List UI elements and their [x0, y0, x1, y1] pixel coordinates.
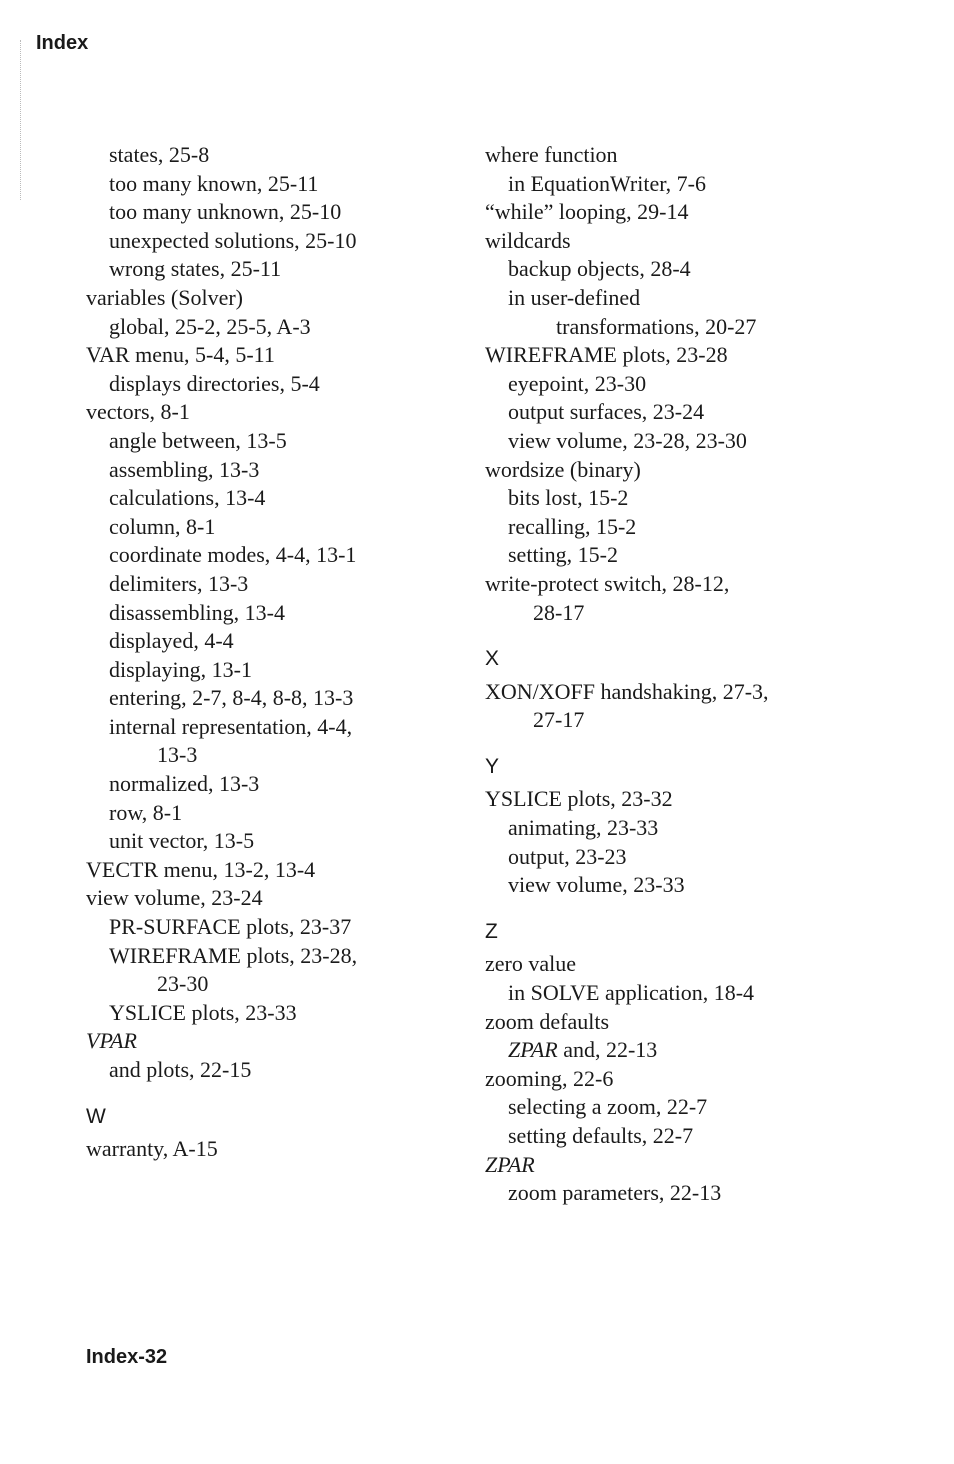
index-subentry: WIREFRAME plots, 23-28, — [109, 942, 358, 968]
index-entry: wildcards — [485, 227, 571, 253]
index-subentry: internal representation, 4-4, — [109, 713, 353, 739]
index-entry: VECTR menu, 13-2, 13-4 — [86, 856, 316, 882]
index-subentry: 13-3 — [157, 742, 198, 768]
index-entry: write-protect switch, 28-12, — [485, 570, 730, 596]
index-subentry: column, 8-1 — [109, 513, 216, 539]
index-subentry: unexpected solutions, 25-10 — [109, 227, 357, 253]
index-entry: zero value — [485, 951, 576, 977]
index-subentry: 23-30 — [157, 971, 209, 997]
index-subentry: in user-defined — [508, 284, 641, 310]
index-subentry: too many known, 25-11 — [109, 170, 319, 196]
index-entry: warranty, A-15 — [86, 1136, 218, 1162]
page-number: Index-32 — [86, 1346, 168, 1368]
index-subentry: in SOLVE application, 18-4 — [508, 980, 755, 1006]
index-subentry: displaying, 13-1 — [109, 656, 252, 682]
index-entry: VAR menu, 5-4, 5-11 — [86, 342, 275, 368]
index-entry: wordsize (binary) — [485, 456, 641, 482]
index-subentry: normalized, 13-3 — [109, 771, 260, 797]
section-letter-z: Z — [485, 919, 498, 943]
page-edge-mark — [20, 40, 22, 200]
index-subentry: 28-17 — [533, 599, 585, 625]
index-entry: VPAR — [86, 1028, 137, 1054]
index-subentry: delimiters, 13-3 — [109, 570, 249, 596]
index-subentry: view volume, 23-33 — [508, 872, 685, 898]
index-subentry: setting defaults, 22-7 — [508, 1123, 694, 1148]
index-subentry: transformations, 20-27 — [556, 313, 757, 339]
index-entry: view volume, 23-24 — [86, 885, 263, 911]
index-entry: zoom defaults — [485, 1008, 610, 1034]
index-subentry: coordinate modes, 4-4, 13-1 — [109, 542, 357, 568]
index-subentry: wrong states, 25-11 — [109, 256, 282, 282]
index-column-right — [485, 141, 865, 1208]
index-subentry: unit vector, 13-5 — [109, 828, 255, 854]
index-subentry: states, 25-8 — [109, 142, 210, 167]
index-subentry: disassembling, 13-4 — [109, 599, 285, 625]
page-header: Index — [36, 32, 89, 54]
index-column-left — [86, 141, 426, 1164]
index-entry: XON/XOFF handshaking, 27-3, — [485, 678, 769, 704]
index-entry: variables (Solver) — [86, 284, 243, 310]
index-entry: ZPAR — [485, 1151, 535, 1177]
index-subentry: eyepoint, 23-30 — [508, 370, 647, 396]
index-subentry: entering, 2-7, 8-4, 8-8, 13-3 — [109, 685, 354, 711]
index-subentry: bits lost, 15-2 — [508, 485, 629, 511]
index-subentry: displayed, 4-4 — [109, 628, 234, 654]
index-subentry: in EquationWriter, 7-6 — [508, 170, 707, 196]
index-subentry: angle between, 13-5 — [109, 427, 287, 453]
index-entry: zooming, 22-6 — [485, 1065, 614, 1091]
index-subentry: 27-17 — [533, 707, 585, 733]
index-entry: vectors, 8-1 — [86, 399, 190, 425]
italic-term: ZPAR — [508, 1037, 558, 1063]
index-subentry: assembling, 13-3 — [109, 456, 260, 482]
index-subentry: view volume, 23-28, 23-30 — [508, 427, 747, 453]
entry-text: and, 22-13 — [563, 1037, 658, 1063]
index-subentry: global, 25-2, 25-5, A-3 — [109, 313, 311, 339]
index-subentry: calculations, 13-4 — [109, 485, 266, 511]
index-subentry: zoom parameters, 22-13 — [508, 1180, 722, 1206]
index-subentry: row, 8-1 — [109, 799, 183, 825]
section-letter-x: X — [485, 647, 500, 671]
index-subentry: output, 23-23 — [508, 843, 627, 869]
index-subentry: setting, 15-2 — [508, 542, 618, 568]
index-subentry: animating, 23-33 — [508, 815, 659, 841]
index-subentry: YSLICE plots, 23-33 — [109, 999, 297, 1025]
index-subentry: selecting a zoom, 22-7 — [508, 1094, 708, 1120]
index-subentry — [485, 1036, 865, 1065]
index-subentry: displays directories, 5-4 — [109, 370, 320, 396]
section-letter-w: W — [86, 1104, 106, 1128]
index-entry: “while” looping, 29-14 — [485, 199, 689, 225]
index-entry: where function — [485, 142, 618, 167]
index-entry: YSLICE plots, 23-32 — [485, 786, 673, 812]
index-subentry: output surfaces, 23-24 — [508, 399, 705, 425]
index-subentry: PR-SURFACE plots, 23-37 — [109, 914, 352, 940]
section-letter-y: Y — [485, 754, 500, 778]
index-subentry: backup objects, 28-4 — [508, 256, 691, 282]
index-subentry: recalling, 15-2 — [508, 513, 637, 539]
index-subentry: and plots, 22-15 — [109, 1057, 252, 1082]
index-entry: WIREFRAME plots, 23-28 — [485, 342, 728, 368]
index-subentry: too many unknown, 25-10 — [109, 199, 342, 225]
